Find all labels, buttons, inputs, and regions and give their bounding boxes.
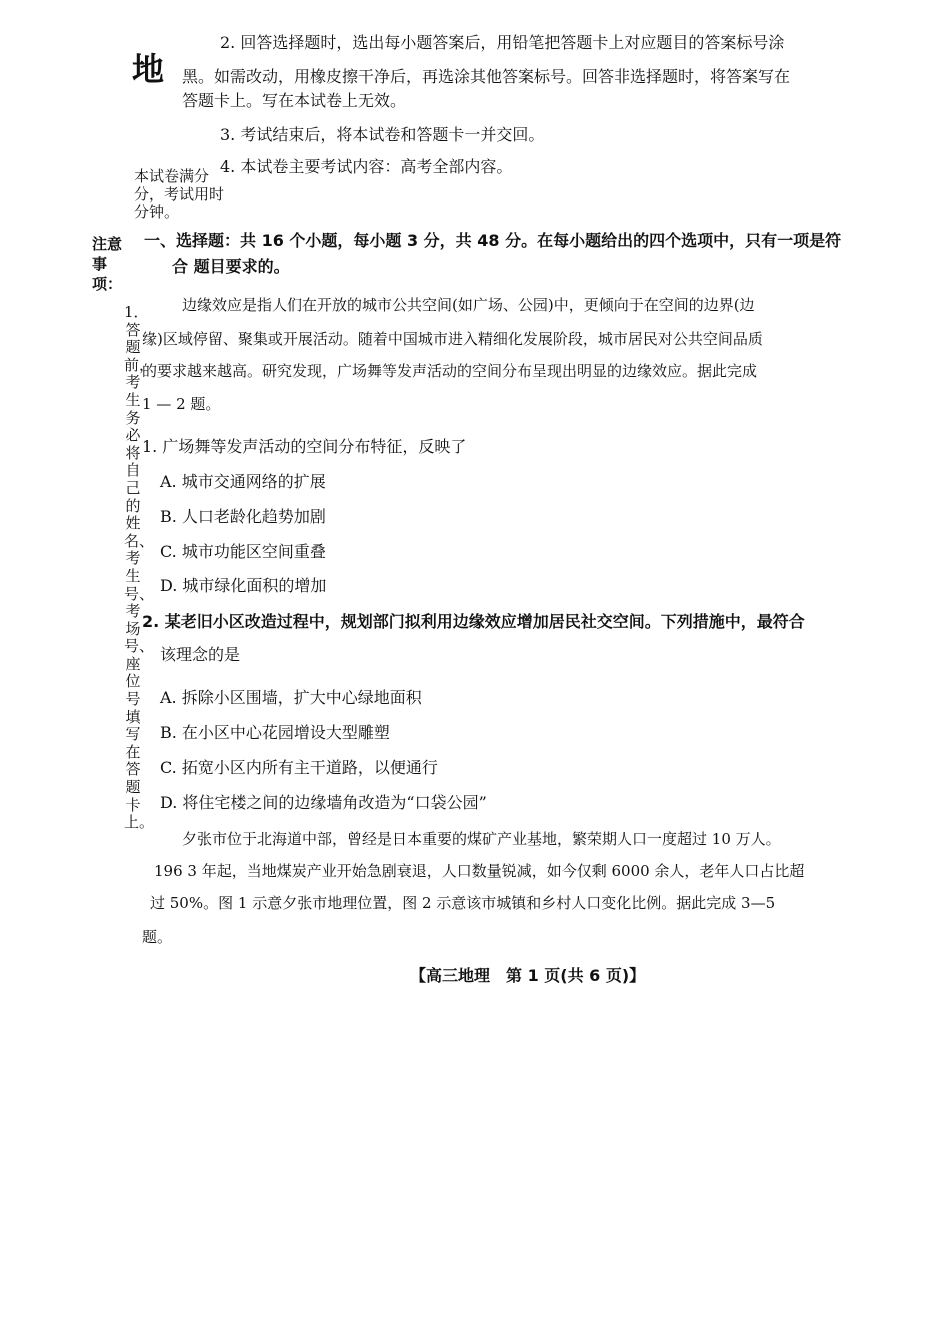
- notice-label: 注意事项：: [92, 235, 123, 293]
- instruction-3: 3. 考试结束后，将本试卷和答题卡一并交回。: [220, 125, 545, 144]
- passage-1-line-1: 边缘效应是指人们在开放的城市公共空间(如广场、公园)中，更倾向于在空间的边界(边: [182, 296, 755, 314]
- section-1-heading-line-2: 合 题目要求的。: [172, 257, 290, 276]
- question-1-option-b: B. 人口老龄化趋势加剧: [160, 507, 326, 526]
- question-2-option-b: B. 在小区中心花园增设大型雕塑: [160, 723, 390, 742]
- passage-2-line-2: 196 3 年起，当地煤炭产业开始急剧衰退，人口数量锐减，如今仅剩 6000 余人，老年人口占比超: [154, 862, 805, 880]
- question-2-option-d: D. 将住宅楼之间的边缘墙角改造为“口袋公园”: [160, 793, 487, 812]
- passage-1-line-3: 的要求越来越高。研究发现，广场舞等发声活动的空间分布呈现出明显的边缘效应。据此完成: [142, 362, 758, 380]
- instruction-2-line-1: 2. 回答选择题时，选出每小题答案后，用铅笔把答题卡上对应题目的答案标号涂: [220, 33, 785, 52]
- passage-1-line-4: 1 — 2 题。: [142, 395, 221, 413]
- instruction-2-line-3: 答题卡上。写在本试卷上无效。: [182, 91, 407, 110]
- passage-2-line-3: 过 50%。图 1 示意夕张市地理位置，图 2 示意该市城镇和乡村人口变化比例。据此完成 3—5: [150, 894, 776, 912]
- question-2-stem-line-1: 2. 某老旧小区改造过程中，规划部门拟利用边缘效应增加居民社交空间。下列措施中，最符合: [142, 612, 805, 631]
- question-1-stem: 1. 广场舞等发声活动的空间分布特征，反映了: [142, 437, 467, 456]
- passage-2-line-1: 夕张市位于北海道中部，曾经是日本重要的煤矿产业基地，繁荣期人口一度超过 10 万人。: [182, 830, 781, 848]
- question-2-stem-line-2: 该理念的是: [160, 645, 241, 664]
- question-2-option-a: A. 拆除小区围墙，扩大中心绿地面积: [160, 688, 422, 707]
- question-1-option-c: C. 城市功能区空间重叠: [160, 542, 326, 561]
- question-1-option-a: A. 城市交通网络的扩展: [160, 472, 326, 491]
- passage-1-line-2: 缘)区域停留、聚集或开展活动。随着中国城市进入精细化发展阶段，城市居民对公共空间品质: [142, 330, 763, 348]
- instruction-4: 4. 本试卷主要考试内容：高考全部内容。: [220, 157, 513, 176]
- subject-character: 地: [132, 50, 165, 88]
- passage-2-line-4: 题。: [142, 928, 173, 946]
- instruction-2-line-2: 黑。如需改动，用橡皮擦干净后，再选涂其他答案标号。回答非选择题时，将答案写在: [182, 67, 791, 86]
- section-1-heading-line-1: 一、选择题：共 16 个小题，每小题 3 分，共 48 分。在每小题给出的四个选项中，只有一项是符: [144, 231, 842, 250]
- question-2-option-c: C. 拓宽小区内所有主干道路，以便通行: [160, 758, 438, 777]
- page-footer: 【高三地理 第 1 页(共 6 页)】: [410, 966, 646, 985]
- vertical-notice-1: 1．答题前，考生务必将自己的姓名、考生号、考场号、座位号填写在答题卡上。: [124, 303, 155, 832]
- question-1-option-d: D. 城市绿化面积的增加: [160, 576, 327, 595]
- exam-duration-note: 本试卷满分分，考试用时分钟。: [134, 167, 225, 221]
